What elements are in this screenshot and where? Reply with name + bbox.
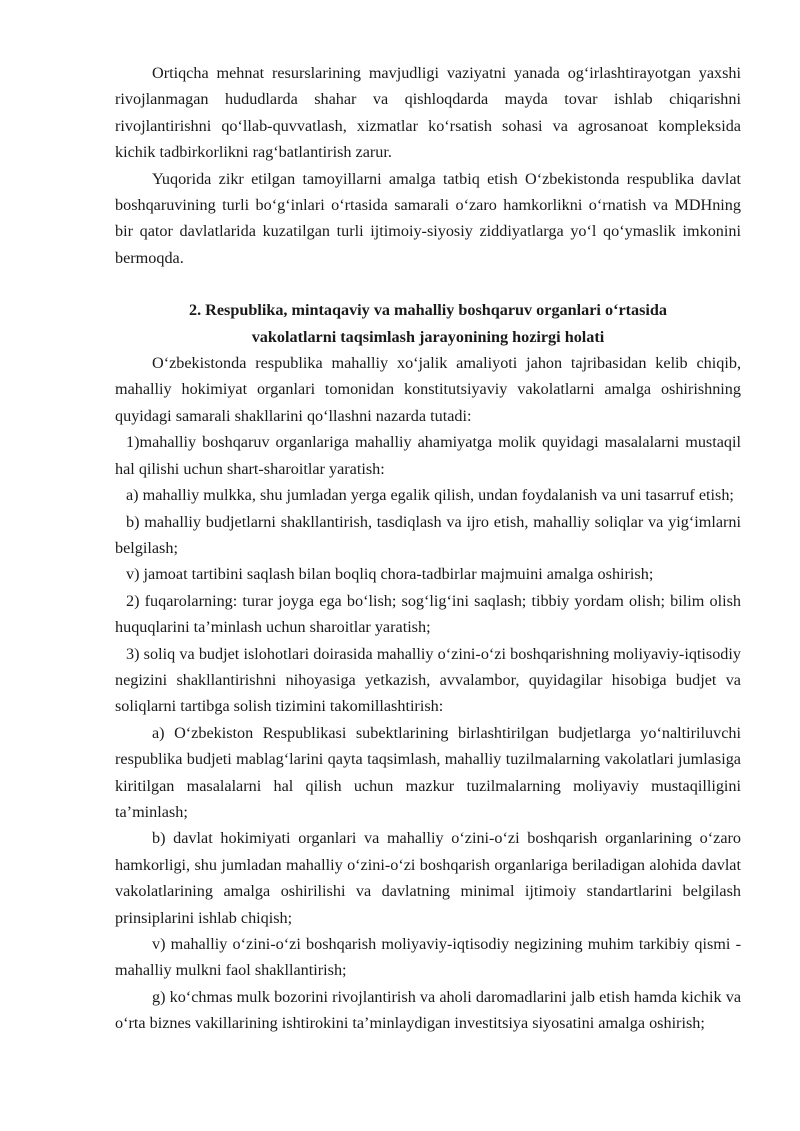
lead-paragraph: O‘zbekistonda respublika mahalliy xo‘jalik amaliyoti jahon tajribasidan kelib chiqib, mahalliy hokimiyat organlari tomonidan konstitutsiyaviy vakolatlarni amalga oshirishning quyidagi samarali shakllarini qo‘llashni nazarda tutadi: — [115, 354, 741, 425]
intro-paragraph-1: Ortiqcha mehnat resurslarining mavjudligi vaziyatni yanada og‘irlashtirayotgan yaxshi rivojlanmagan hududlarda shahar va qishloqdarda mayda tovar ishlab chiqarishni rivojlantirishni qo‘llab-quvvatlash, xizmatlar ko‘rsatish sohasi va agrosanoat kompleksida kichik tadbirkorlikni rag‘batlantirish zarur. — [115, 64, 741, 162]
list-item-1b: b) mahalliy budjetlarni shakllantirish, tasdiqlash va ijro etish, mahalliy soliqlar va yig‘imlarni belgilash; — [115, 512, 741, 557]
list-item-3a: a) O‘zbekiston Respublikasi subektlarining birlashtirilgan budjetlarga yo‘naltiriluvchi respublika budjeti mablag‘larini qayta taqsimlash, mahalliy tuzilmalarning vakolatlari jumlasiga kiritilgan masalalarni hal qilish uchun mazkur tuzilmalarning moliyaviy mustaqilligini ta’minlash; — [115, 723, 741, 821]
document-page — [115, 60, 741, 1037]
list-item-2: 2) fuqarolarning: turar joyga ega bo‘lish; sog‘lig‘ini saqlash; tibbiy yordam olish; bilim olish huquqlarini ta’minlash uchun sharoitlar yaratish; — [115, 591, 741, 637]
list-item-1: 1)mahalliy boshqaruv organlariga mahalliy ahamiyatga molik quyidagi masalalarni mustaqil hal qilishi uchun shart-sharoitlar yaratish: — [115, 433, 741, 478]
list-item-1a: a) mahalliy mulkka, shu jumladan yerga egalik qilish, undan foydalanish va uni tasarruf etish; — [126, 486, 734, 505]
section-heading-line-2: vakolatlarni taqsimlash jarayonining hozirgi holati — [251, 327, 605, 346]
section-heading — [115, 297, 741, 350]
list-item-3g: g) ko‘chmas mulk bozorini rivojlantirish va aholi daromadlarini jalb etish hamda kichik va o‘rta biznes vakillarining ishtirokini ta’minlaydigan investitsiya siyosatini amalga oshirish; — [115, 987, 741, 1033]
list-item-3v: v) mahalliy o‘zini-o‘zi boshqarish moliyaviy-iqtisodiy negizining muhim tarkibiy qismi - mahalliy mulkni faol shakllantirish; — [115, 935, 741, 980]
list-item-1v: v) jamoat tartibini saqlash bilan boqliq chora-tadbirlar majmuini amalga oshirish; — [126, 565, 654, 584]
list-item-3b: b) davlat hokimiyati organlari va mahalliy o‘zini-o‘zi boshqarish organlarining o‘zaro hamkorligi, shu jumladan mahalliy o‘zini-o‘zi boshqarish organlariga beriladigan alohida davlat vakolatlarining amalga oshirilishi va davlatning minimal ijtimoiy standartlarini belgilash prinsiplarini ishlab chiqish; — [115, 829, 741, 927]
list-item-3: 3) soliq va budjet islohotlari doirasida mahalliy o‘zini-o‘zi boshqarishning moliyaviy-iqtisodiy negizini shakllantirishni nihoyasiga yetkazish, avvalambor, quyidagilar hisobiga budjet va soliqlarni tartibga solish tizimini takomillashtirish: — [115, 644, 741, 716]
intro-paragraph-2: Yuqorida zikr etilgan tamoyillarni amalga tatbiq etish O‘zbekistonda respublika davlat boshqaruvining turli bo‘g‘inlari o‘rtasida samarali o‘zaro hamkorlikni o‘rnatish va MDHning bir qator davlatlarida kuzatilgan turli ijtimoiy-siyosiy ziddiyatlarga yo‘l qo‘ymaslik imkonini bermoqda. — [115, 169, 741, 267]
section-heading-line-1: 2. Respublika, mintaqaviy va mahalliy boshqaruv organlari o‘rtasida — [188, 301, 668, 320]
